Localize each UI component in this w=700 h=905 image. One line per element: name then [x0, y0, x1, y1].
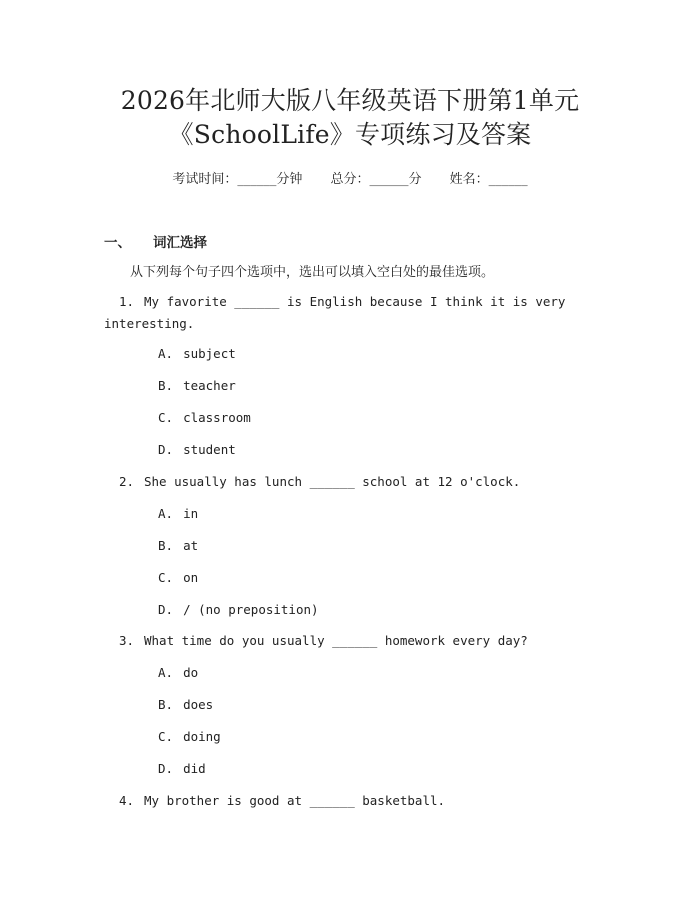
- option-letter: B.: [158, 378, 174, 393]
- question-number: 1.: [118, 294, 134, 309]
- option-letter: D.: [158, 442, 174, 457]
- option-letter: A.: [158, 506, 174, 521]
- question-2: [104, 471, 574, 493]
- question-number: 4.: [118, 793, 134, 808]
- option-text: classroom: [183, 410, 251, 425]
- exam-name: 姓名：______: [449, 172, 528, 187]
- question-3: [104, 630, 574, 652]
- option: [158, 664, 198, 682]
- section-number: 一、: [104, 235, 131, 251]
- document-title-line-1: 2026年北师大版八年级英语下册第1单元: [120, 86, 580, 115]
- question-text: My favorite ______ is English because I think it is very interesting.: [104, 294, 566, 331]
- option-text: student: [183, 442, 236, 457]
- option: [158, 345, 236, 363]
- option: [158, 409, 251, 427]
- option: [158, 441, 236, 459]
- option-letter: B.: [158, 697, 174, 712]
- exam-score: 总分：______分: [330, 172, 422, 187]
- option-letter: B.: [158, 538, 174, 553]
- option-letter: D.: [158, 602, 174, 617]
- option-text: subject: [183, 346, 236, 361]
- option-text: doing: [183, 729, 221, 744]
- question-number: 3.: [118, 633, 134, 648]
- option-text: did: [183, 761, 206, 776]
- option-text: does: [183, 697, 214, 712]
- section-title: 词汇选择: [153, 235, 207, 251]
- option-text: on: [183, 570, 199, 585]
- question-text: What time do you usually ______ homework every day?: [144, 633, 528, 648]
- question-number: 2.: [118, 474, 134, 489]
- option: [158, 377, 236, 395]
- option-letter: C.: [158, 410, 174, 425]
- option: [158, 569, 198, 587]
- option-text: do: [183, 665, 199, 680]
- option: [158, 760, 206, 778]
- option-text: at: [183, 538, 199, 553]
- option: [158, 505, 198, 523]
- option-text: teacher: [183, 378, 236, 393]
- question-text: She usually has lunch ______ school at 12 o'clock.: [144, 474, 521, 489]
- exam-meta: [0, 168, 700, 187]
- document-title-line-2: 《SchoolLife》专项练习及答案: [168, 120, 532, 149]
- option-letter: A.: [158, 665, 174, 680]
- option: [158, 696, 213, 714]
- section-heading: [104, 231, 207, 251]
- section-instruction: 从下列每个句子四个选项中，选出可以填入空白处的最佳选项。: [130, 265, 495, 280]
- question-text: My brother is good at ______ basketball.: [144, 793, 446, 808]
- option-letter: A.: [158, 346, 174, 361]
- question-1: [104, 291, 574, 335]
- option-letter: C.: [158, 729, 174, 744]
- option-text: / (no preposition): [183, 602, 319, 617]
- option-letter: D.: [158, 761, 174, 776]
- exam-time: 考试时间：______分钟: [172, 172, 303, 187]
- option: [158, 601, 319, 619]
- option-letter: C.: [158, 570, 174, 585]
- question-4: [104, 790, 574, 812]
- option: [158, 537, 198, 555]
- option-text: in: [183, 506, 199, 521]
- option: [158, 728, 221, 746]
